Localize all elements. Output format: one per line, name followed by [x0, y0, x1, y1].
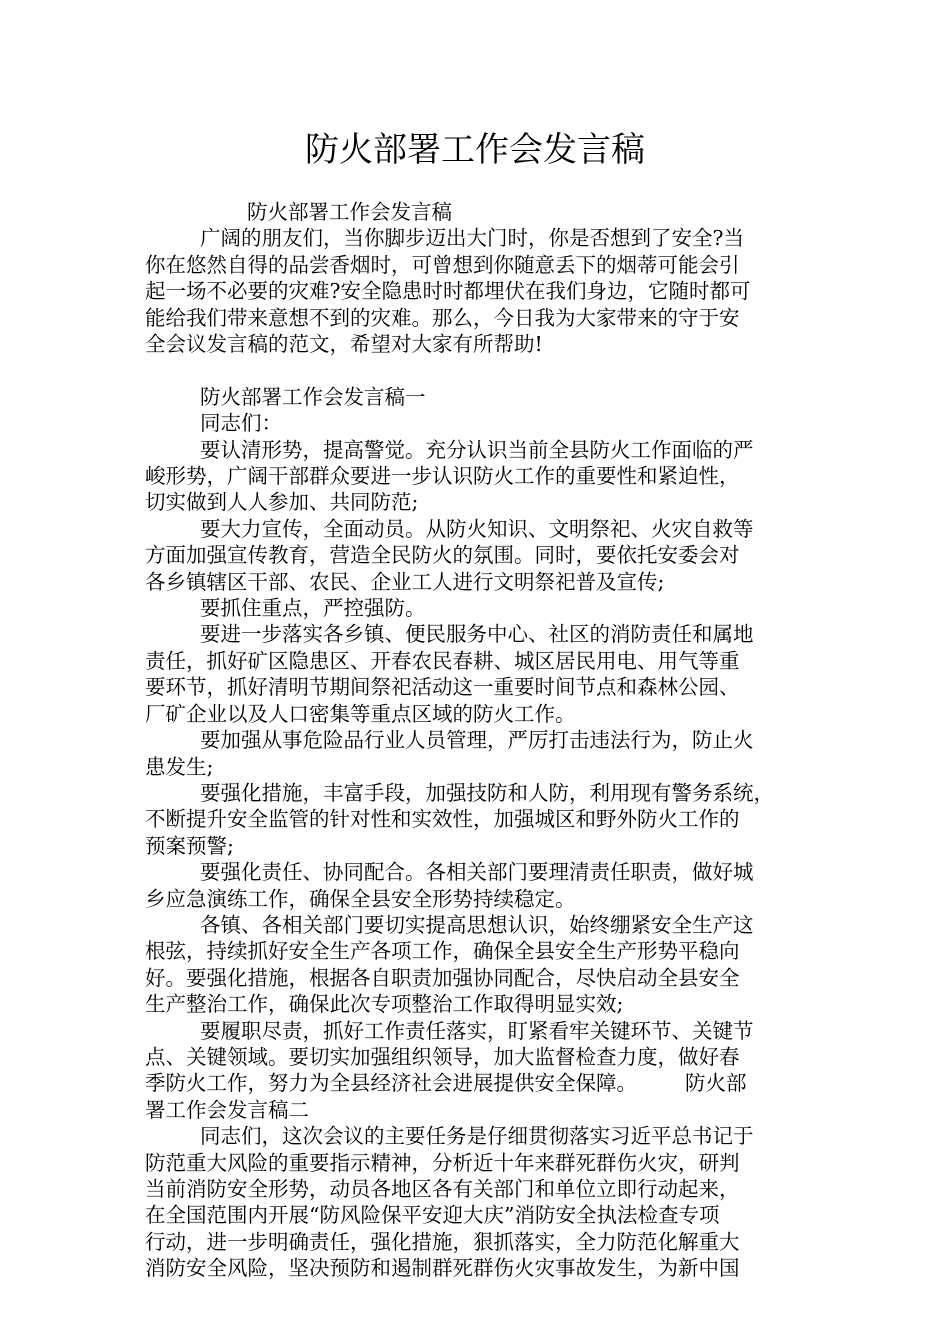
paragraph-line: 全会议发言稿的范文，希望对大家有所帮助!: [145, 332, 543, 357]
paragraph-line: 要抓住重点，严控强防。: [200, 596, 426, 621]
paragraph-line: 要履职尽责，抓好工作责任落实，盯紧看牢关键环节、关键节: [200, 1018, 754, 1043]
paragraph-line-text: 季防火工作，努力为全县经济社会进展提供安全保障。: [145, 1071, 637, 1096]
document-body: [145, 199, 813, 1282]
paragraph-line: 你在悠然自得的品尝香烟时，可曾想到你随意丢下的烟蒂可能会引: [145, 252, 740, 277]
paragraph-line: 根弦，持续抓好安全生产各项工作，确保全县安全生产形势平稳向: [145, 939, 740, 964]
paragraph-line: 预案预警;: [145, 833, 234, 858]
section-heading: 防火部: [685, 1071, 747, 1096]
paragraph-line: 防范重大风险的重要指示精神，分析近十年来群死群伤火灾，研判: [145, 1150, 740, 1175]
paragraph-line: 要大力宣传，全面动员。从防火知识、文明祭祀、火灾自救等: [200, 516, 754, 541]
paragraph-line: 行动，进一步明确责任，强化措施，狠抓落实，全力防范化解重大: [145, 1229, 740, 1254]
blank-line: [145, 357, 813, 383]
paragraph-line: 责任，抓好矿区隐患区、开春农民春耕、城区居民用电、用气等重: [145, 648, 740, 673]
salutation: 同志们：: [200, 411, 282, 436]
paragraph-line: 峻形势，广阔干部群众要进一步认识防火工作的重要性和紧迫性，: [145, 464, 740, 489]
paragraph-line: [145, 1070, 813, 1096]
paragraph-line: 切实做到人人参加、共同防范;: [145, 490, 419, 515]
paragraph-line: 能给我们带来意想不到的灾难。那么，今日我为大家带来的守于安: [145, 305, 740, 330]
paragraph-line: 厂矿企业以及人口密集等重点区域的防火工作。: [145, 701, 576, 726]
paragraph-line: 起一场不必要的灾难?安全隐患时时都埋伏在我们身边，它随时都可: [145, 279, 751, 304]
paragraph-line: 患发生;: [145, 754, 214, 779]
paragraph-line: 点、关键领域。要切实加强组织领导，加大监督检查力度，做好春: [145, 1044, 740, 1069]
paragraph-line: 乡应急演练工作，确保全县安全形势持续稳定。: [145, 886, 576, 911]
paragraph-line: 方面加强宣传教育，营造全民防火的氛围。同时，要依托安委会对: [145, 543, 740, 568]
paragraph-line: 要进一步落实各乡镇、便民服务中心、社区的消防责任和属地: [200, 622, 754, 647]
paragraph-line: 要加强从事危险品行业人员管理，严厉打击违法行为，防止火: [200, 728, 754, 753]
paragraph-line: 不断提升安全监管的针对性和实效性，加强城区和野外防火工作的: [145, 807, 740, 832]
document-subtitle: 防火部署工作会发言稿: [247, 200, 452, 224]
paragraph-line: 当前消防安全形势，动员各地区各有关部门和单位立即行动起来，: [145, 1177, 740, 1202]
section-heading: 防火部署工作会发言稿一: [200, 384, 426, 409]
section-heading-continued: 署工作会发言稿二: [145, 1097, 309, 1122]
paragraph-line: 广阔的朋友们，当你脚步迈出大门时，你是否想到了安全?当: [200, 226, 744, 251]
paragraph-line: 各镇、各相关部门要切实提高思想认识，始终绷紧安全生产这: [200, 912, 754, 937]
paragraph-line: 生产整治工作，确保此次专项整治工作取得明显实效;: [145, 992, 624, 1017]
paragraph-line: 同志们，这次会议的主要任务是仔细贯彻落实习近平总书记于: [200, 1124, 754, 1149]
paragraph-line: 要环节，抓好清明节期间祭祀活动这一重要时间节点和森林公园、: [145, 675, 740, 700]
paragraph-line: 要强化责任、协同配合。各相关部门要理清责任职责，做好城: [200, 860, 754, 885]
page-title: 防火部署工作会发言稿: [305, 130, 645, 170]
paragraph-line: 在全国范围内开展“防风险保平安迎大庆”消防安全执法检查专项: [145, 1203, 720, 1228]
paragraph-line: 要认清形势，提高警觉。充分认识当前全县防火工作面临的严: [200, 437, 754, 462]
paragraph-line: 好。要强化措施，根据各自职责加强协同配合，尽快启动全县安全: [145, 965, 740, 990]
paragraph-line: 各乡镇辖区干部、农民、企业工人进行文明祭祀普及宣传;: [145, 569, 665, 594]
paragraph-line: 消防安全风险，坚决预防和遏制群死群伤火灾事故发生，为新中国: [145, 1256, 740, 1281]
paragraph-line: 要强化措施，丰富手段，加强技防和人防，利用现有警务系统，: [200, 780, 774, 805]
